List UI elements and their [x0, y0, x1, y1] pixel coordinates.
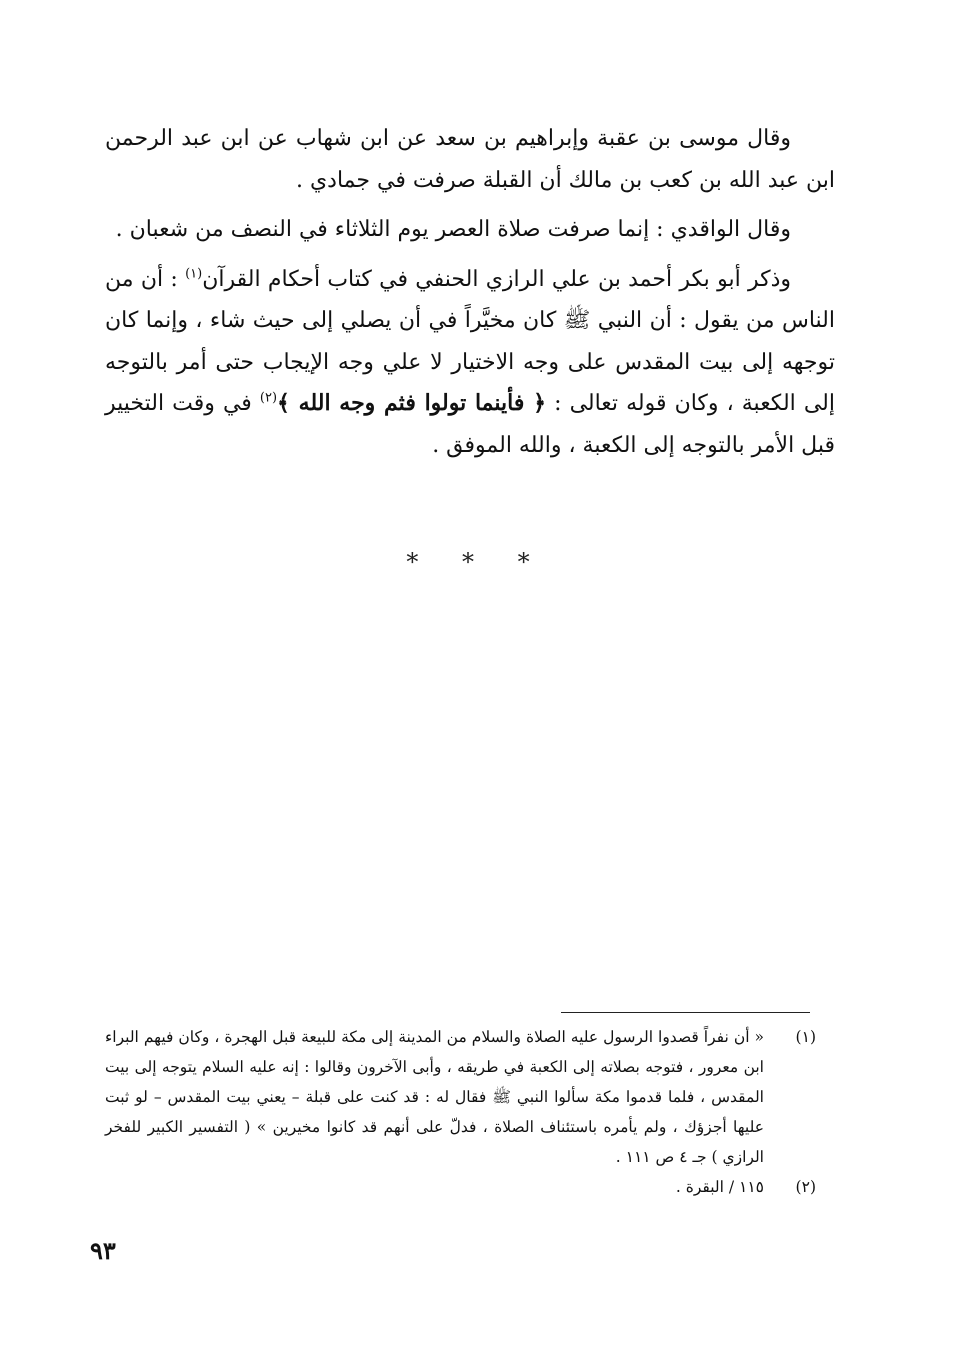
page-number: ٩٣ — [90, 1236, 116, 1265]
paragraph-1: وقال موسى بن عقبة وإبراهيم بن سعد عن ابن شهاب عن ابن عبد الرحمن ابن عبد الله بن كعب بن مالك أن القبلة صرفت في جمادي . — [105, 126, 835, 193]
footnote-2-text: ١١٥ / البقرة . — [675, 1178, 764, 1196]
paragraph-3-end: في وقت التخيير قبل الأمر بالتوجه إلى الكعبة ، والله الموفق . — [105, 391, 835, 458]
footnote-1-text: « أن نفراً قصدوا الرسول عليه الصلاة والسلام من المدينة إلى مكة للبيعة قبل الهجرة ، وكان فيهم البراء ابن معرور ، فتوجه بصلاته إلى الكعبة في طريقه ، وأبى الآخرون وقالوا : إنه عليه السلام يتوجه إلى بيت المقدس ، فلما قدموا مكة سألوا النبي ﷺ فقال له : قد كنت على قبلة – يعني بيت المقدس – لو ثبت عليها أجزؤك ، ولم يأمره باستئناف الصلاة ، فدلّ على أنهم قد كانوا مخيرين » ( التفسير الكبير للفخر الرازي ) جـ ٤ ص ١١١ . — [105, 1028, 764, 1166]
footnote-1 — [105, 1022, 820, 1172]
main-text — [105, 118, 835, 474]
footnote-ref-2: (٢) — [259, 390, 278, 406]
quran-verse: ﴿ فأينما تولوا فثم وجه الله ﴾ — [277, 390, 547, 416]
footnote-divider — [561, 1012, 810, 1013]
footnote-2-number: (٢) — [795, 1178, 816, 1196]
footnote-2 — [105, 1172, 820, 1202]
section-separator: * * * — [406, 548, 548, 576]
paragraph-3-start: وذكر أبو بكر أحمد بن علي الرازي الحنفي في كتاب أحكام القرآن — [202, 266, 792, 292]
paragraph-2: وقال الواقدي : إنما صرفت صلاة العصر يوم الثلاثاء في النصف من شعبان . — [115, 217, 791, 242]
footnote-1-number: (١) — [795, 1028, 816, 1046]
paragraph-3 — [105, 259, 835, 467]
paragraph-3-middle: : أن من الناس من يقول : أن النبي ﷺ كان مخيَّراً في أن يصلي إلى حيث شاء ، وإنما كان توجهه إلى بيت المقدس على وجه الاختيار لا علي وجه الإيجاب حتى أمر بالتوجه إلى الكعبة ، وكان قوله تعالى : — [105, 266, 835, 416]
footnote-ref-1: (١) — [185, 266, 203, 282]
footnotes — [105, 1022, 820, 1202]
